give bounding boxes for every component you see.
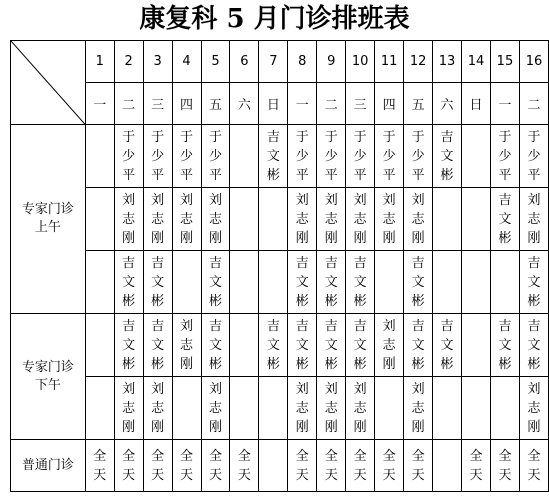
schedule-entry-vertical: 刘 志 刚: [122, 192, 136, 246]
schedule-cell: [85, 440, 114, 492]
weekday-cell: 五: [404, 83, 433, 125]
schedule-entry-vertical: 吉 文 彬: [324, 255, 338, 309]
schedule-cell: [519, 125, 548, 188]
am-label-line2: 上午: [34, 220, 61, 235]
schedule-cell: [143, 251, 172, 314]
day-number-cell: 13: [433, 41, 462, 83]
weekday-cell: 二: [317, 83, 346, 125]
schedule-cell: [201, 251, 230, 314]
schedule-entry-vertical: 全 天: [295, 448, 309, 483]
schedule-entry-vertical: 全 天: [93, 448, 107, 483]
schedule-entry-vertical: 全 天: [324, 448, 338, 483]
weekday-cell: 日: [259, 83, 288, 125]
schedule-entry-vertical: 于 少 平: [353, 129, 367, 183]
schedule-cell: [317, 377, 346, 440]
schedule-cell: [201, 377, 230, 440]
empty-cell: [85, 314, 114, 377]
empty-cell: [85, 251, 114, 314]
schedule-cell: [143, 440, 172, 492]
schedule-cell: [346, 377, 375, 440]
weekday-cell: 三: [143, 83, 172, 125]
day-number-cell: 12: [404, 41, 433, 83]
weekday-cell: 三: [346, 83, 375, 125]
empty-cell: [375, 251, 404, 314]
empty-cell: [490, 251, 519, 314]
schedule-cell: [172, 125, 201, 188]
schedule-entry-vertical: 全 天: [122, 448, 136, 483]
schedule-entry-vertical: 刘 志 刚: [411, 192, 425, 246]
schedule-cell: [462, 440, 491, 492]
schedule-entry-vertical: 全 天: [180, 448, 194, 483]
schedule-entry-vertical: 吉 文 彬: [353, 255, 367, 309]
schedule-cell: [201, 125, 230, 188]
schedule-entry-vertical: 于 少 平: [151, 129, 165, 183]
schedule-cell: [404, 377, 433, 440]
empty-cell: [375, 377, 404, 440]
schedule-entry-vertical: 于 少 平: [324, 129, 338, 183]
schedule-cell: [143, 377, 172, 440]
schedule-cell: [288, 188, 317, 251]
schedule-cell: [346, 314, 375, 377]
weekday-cell: 四: [172, 83, 201, 125]
schedule-cell: [375, 440, 404, 492]
am-row-1: [11, 125, 549, 188]
schedule-cell: [490, 188, 519, 251]
empty-cell: [259, 440, 288, 492]
schedule-entry-vertical: 吉 文 彬: [498, 318, 512, 372]
page-title: 康复科 5 月门诊排班表: [139, 4, 410, 34]
schedule-cell: [172, 314, 201, 377]
general-clinic-label: 普通门诊: [11, 440, 86, 492]
schedule-entry-vertical: 全 天: [353, 448, 367, 483]
pm-clinic-label: [11, 314, 86, 440]
am-label-line1: 专家门诊: [21, 202, 74, 217]
schedule-cell: [404, 125, 433, 188]
schedule-cell: [288, 314, 317, 377]
schedule-cell: [519, 251, 548, 314]
pm-row-2: [11, 377, 549, 440]
empty-cell: [259, 188, 288, 251]
weekday-cell: 一: [490, 83, 519, 125]
empty-cell: [462, 251, 491, 314]
schedule-cell: [317, 125, 346, 188]
schedule-cell: [143, 314, 172, 377]
schedule-cell: [433, 125, 462, 188]
schedule-cell: [230, 440, 259, 492]
schedule-entry-vertical: 吉 文 彬: [208, 318, 222, 372]
corner-diagonal: [11, 41, 85, 124]
schedule-entry-vertical: 刘 志 刚: [180, 318, 194, 372]
schedule-cell: [288, 377, 317, 440]
schedule-cell: [114, 125, 143, 188]
schedule-cell: [259, 314, 288, 377]
schedule-cell: [201, 440, 230, 492]
schedule-cell: [201, 188, 230, 251]
schedule-table: [10, 40, 549, 492]
schedule-entry-vertical: 吉 文 彬: [353, 318, 367, 372]
empty-cell: [462, 314, 491, 377]
empty-cell: [172, 251, 201, 314]
schedule-entry-vertical: 吉 文 彬: [122, 318, 136, 372]
schedule-entry-vertical: 全 天: [469, 448, 483, 483]
schedule-entry-vertical: 刘 志 刚: [208, 381, 222, 435]
schedule-entry-vertical: 于 少 平: [208, 129, 222, 183]
schedule-entry-vertical: 刘 志 刚: [295, 381, 309, 435]
schedule-entry-vertical: 吉 文 彬: [266, 318, 280, 372]
schedule-entry-vertical: 吉 文 彬: [266, 129, 280, 183]
empty-cell: [230, 125, 259, 188]
schedule-entry-vertical: 于 少 平: [527, 129, 541, 183]
day-number-cell: 10: [346, 41, 375, 83]
schedule-entry-vertical: 刘 志 刚: [411, 381, 425, 435]
schedule-cell: [404, 188, 433, 251]
empty-cell: [433, 377, 462, 440]
weekday-cell: 日: [462, 83, 491, 125]
empty-cell: [433, 188, 462, 251]
weekday-cell: 六: [433, 83, 462, 125]
day-number-cell: 3: [143, 41, 172, 83]
schedule-cell: [143, 188, 172, 251]
schedule-cell: [346, 440, 375, 492]
weekday-cell: 四: [375, 83, 404, 125]
empty-cell: [85, 377, 114, 440]
day-number-cell: 1: [85, 41, 114, 83]
weekday-cell: 五: [201, 83, 230, 125]
schedule-entry-vertical: 刘 志 刚: [353, 381, 367, 435]
empty-cell: [85, 125, 114, 188]
schedule-cell: [519, 314, 548, 377]
schedule-entry-vertical: 吉 文 彬: [208, 255, 222, 309]
schedule-entry-vertical: 刘 志 刚: [324, 192, 338, 246]
am-row-2: [11, 188, 549, 251]
schedule-cell: [288, 125, 317, 188]
day-number-cell: 4: [172, 41, 201, 83]
schedule-cell: [375, 314, 404, 377]
schedule-entry-vertical: 吉 文 彬: [324, 318, 338, 372]
schedule-cell: [288, 251, 317, 314]
empty-cell: [462, 377, 491, 440]
day-number-cell: 7: [259, 41, 288, 83]
schedule-entry-vertical: 于 少 平: [122, 129, 136, 183]
schedule-entry-vertical: 刘 志 刚: [527, 192, 541, 246]
schedule-cell: [490, 125, 519, 188]
schedule-cell: [490, 314, 519, 377]
schedule-entry-vertical: 刘 志 刚: [122, 381, 136, 435]
schedule-entry-vertical: 全 天: [237, 448, 251, 483]
schedule-entry-vertical: 吉 文 彬: [440, 318, 454, 372]
schedule-entry-vertical: 刘 志 刚: [382, 318, 396, 372]
schedule-cell: [404, 314, 433, 377]
day-number-cell: 15: [490, 41, 519, 83]
schedule-cell: [317, 314, 346, 377]
empty-cell: [230, 188, 259, 251]
schedule-entry-vertical: 于 少 平: [411, 129, 425, 183]
day-number-cell: 16: [519, 41, 548, 83]
schedule-cell: [114, 251, 143, 314]
empty-cell: [433, 251, 462, 314]
schedule-entry-vertical: 吉 文 彬: [498, 192, 512, 246]
corner-cell: [11, 41, 86, 125]
empty-cell: [433, 440, 462, 492]
empty-cell: [85, 188, 114, 251]
schedule-cell: [114, 188, 143, 251]
weekday-cell: 一: [288, 83, 317, 125]
empty-cell: [230, 377, 259, 440]
schedule-entry-vertical: 全 天: [382, 448, 396, 483]
weekday-cell: 二: [114, 83, 143, 125]
pm-row-1: [11, 314, 549, 377]
pm-label-line1: 专家门诊: [21, 359, 74, 375]
day-number-cell: 6: [230, 41, 259, 83]
schedule-entry-vertical: 全 天: [498, 448, 512, 483]
schedule-cell: [259, 125, 288, 188]
schedule-cell: [375, 188, 404, 251]
day-number-cell: 8: [288, 41, 317, 83]
schedule-entry-vertical: 刘 志 刚: [324, 381, 338, 435]
schedule-entry-vertical: 吉 文 彬: [411, 318, 425, 372]
schedule-entry-vertical: 吉 文 彬: [527, 318, 541, 372]
schedule-entry-vertical: 吉 文 彬: [151, 318, 165, 372]
pm-label-line2: 下午: [34, 377, 61, 393]
schedule-cell: [317, 251, 346, 314]
schedule-cell: [404, 440, 433, 492]
schedule-cell: [433, 314, 462, 377]
schedule-entry-vertical: 吉 文 彬: [527, 255, 541, 309]
empty-cell: [230, 251, 259, 314]
schedule-cell: [519, 377, 548, 440]
schedule-entry-vertical: 全 天: [527, 448, 541, 483]
schedule-entry-vertical: 于 少 平: [498, 129, 512, 183]
schedule-cell: [201, 314, 230, 377]
schedule-entry-vertical: 刘 志 刚: [295, 192, 309, 246]
schedule-cell: [404, 251, 433, 314]
schedule-cell: [346, 251, 375, 314]
day-number-cell: 2: [114, 41, 143, 83]
schedule-cell: [375, 125, 404, 188]
empty-cell: [172, 377, 201, 440]
schedule-cell: [317, 188, 346, 251]
am-clinic-label: [11, 125, 86, 314]
schedule-cell: [317, 440, 346, 492]
schedule-cell: [519, 188, 548, 251]
day-number-cell: 9: [317, 41, 346, 83]
schedule-cell: [346, 125, 375, 188]
weekday-cell: 六: [230, 83, 259, 125]
schedule-cell: [288, 440, 317, 492]
empty-cell: [230, 314, 259, 377]
empty-cell: [259, 377, 288, 440]
schedule-cell: [114, 314, 143, 377]
schedule-cell: [143, 125, 172, 188]
schedule-entry-vertical: 吉 文 彬: [295, 318, 309, 372]
day-number-cell: 11: [375, 41, 404, 83]
schedule-entry-vertical: 于 少 平: [382, 129, 396, 183]
general-row: [11, 440, 549, 492]
schedule-entry-vertical: 吉 文 彬: [411, 255, 425, 309]
schedule-entry-vertical: 全 天: [411, 448, 425, 483]
schedule-entry-vertical: 吉 文 彬: [151, 255, 165, 309]
day-number-cell: 5: [201, 41, 230, 83]
schedule-entry-vertical: 吉 文 彬: [440, 129, 454, 183]
empty-cell: [259, 251, 288, 314]
schedule-entry-vertical: 刘 志 刚: [180, 192, 194, 246]
schedule-entry-vertical: 刘 志 刚: [527, 381, 541, 435]
schedule-entry-vertical: 于 少 平: [180, 129, 194, 183]
schedule-cell: [114, 377, 143, 440]
day-number-row: [11, 41, 549, 83]
schedule-entry-vertical: 吉 文 彬: [122, 255, 136, 309]
weekday-row: [11, 83, 549, 125]
schedule-cell: [346, 188, 375, 251]
schedule-entry-vertical: 于 少 平: [295, 129, 309, 183]
schedule-cell: [490, 440, 519, 492]
day-number-cell: 14: [462, 41, 491, 83]
schedule-entry-vertical: 刘 志 刚: [151, 381, 165, 435]
schedule-cell: [114, 440, 143, 492]
schedule-entry-vertical: 刘 志 刚: [208, 192, 222, 246]
empty-cell: [490, 377, 519, 440]
schedule-entry-vertical: 全 天: [208, 448, 222, 483]
schedule-cell: [519, 440, 548, 492]
schedule-entry-vertical: 刘 志 刚: [151, 192, 165, 246]
weekday-cell: 一: [85, 83, 114, 125]
am-row-3: [11, 251, 549, 314]
empty-cell: [462, 188, 491, 251]
weekday-cell: 二: [519, 83, 548, 125]
schedule-entry-vertical: 刘 志 刚: [353, 192, 367, 246]
schedule-cell: [172, 440, 201, 492]
schedule-entry-vertical: 全 天: [151, 448, 165, 483]
empty-cell: [462, 125, 491, 188]
schedule-entry-vertical: 吉 文 彬: [295, 255, 309, 309]
schedule-cell: [172, 188, 201, 251]
schedule-entry-vertical: 刘 志 刚: [382, 192, 396, 246]
